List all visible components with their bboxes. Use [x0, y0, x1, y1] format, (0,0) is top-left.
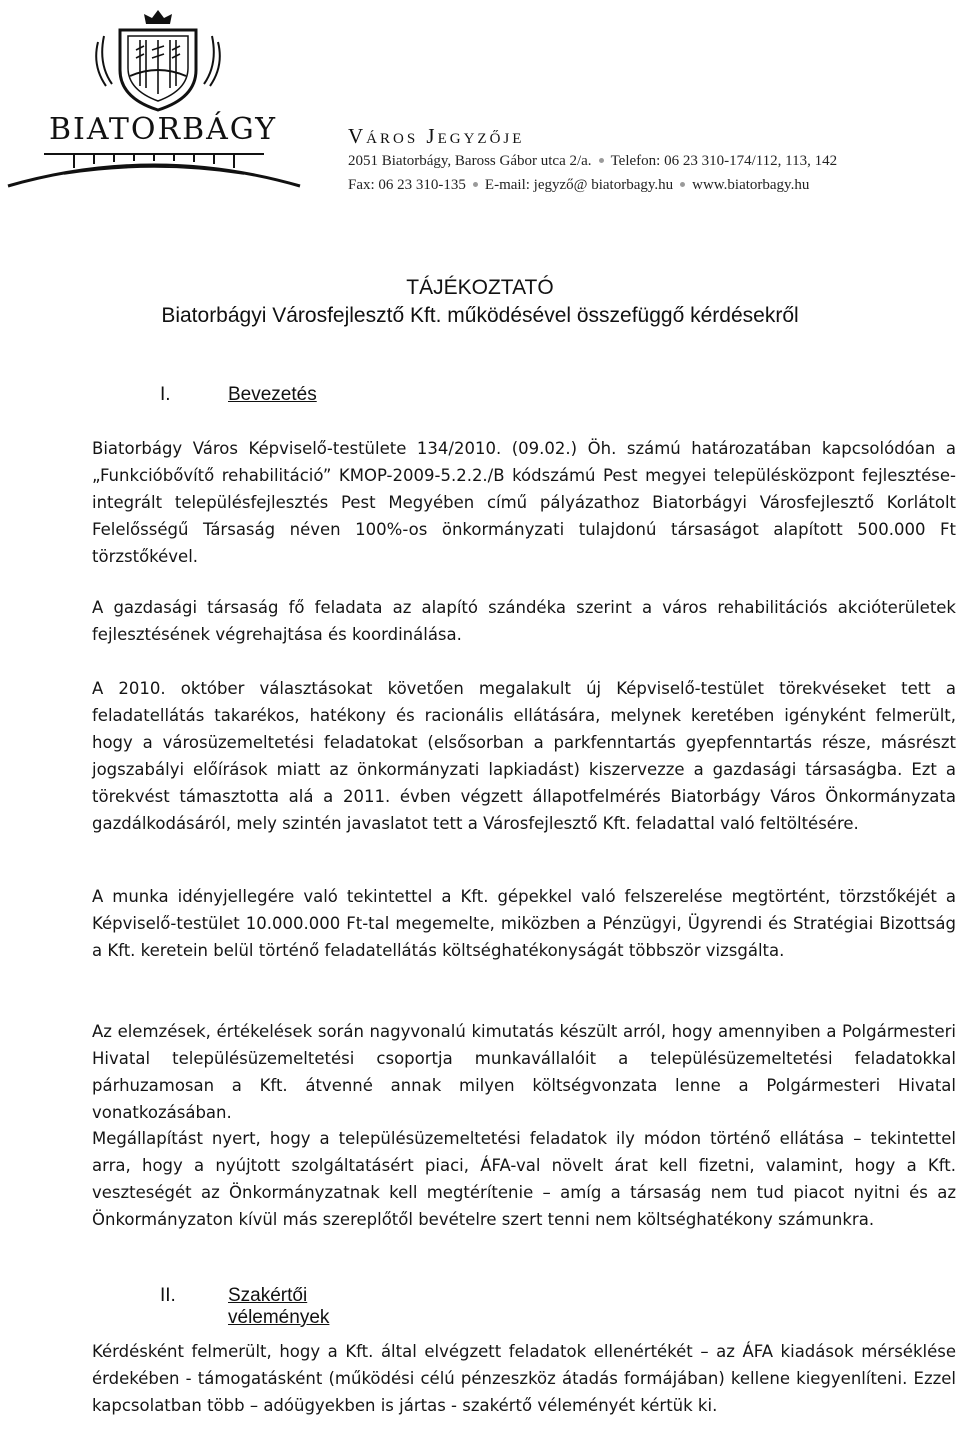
paragraph: Kérdésként felmerült, hogy a Kft. által elvégzett feladatok ellenértékét – az ÁFA kiadások mérséklése érdekében - támogatásként (működési célú pénzeszköz átadás formájában) kellene kiegyenlíteni. Ezzel kapcsolatban több – adóügyekben is jártas - szakértő véleményét kértük ki.: [92, 1342, 956, 1415]
bullet-separator-icon: [680, 182, 685, 187]
bridge-emblem-icon: [4, 150, 304, 190]
section-title: Szakértői vélemények: [228, 1285, 330, 1328]
bullet-separator-icon: [473, 182, 478, 187]
email-text: E-mail: jegyző@ biatorbagy.hu: [484, 177, 674, 193]
bullet-separator-icon: [599, 158, 604, 163]
website-text: www.biatorbagy.hu: [692, 177, 810, 193]
paragraph: A gazdasági társaság fő feladata az alapító szándéka szerint a város rehabilitációs akcióterületek fejlesztésének végrehajtása és koordinálása.: [92, 598, 956, 644]
paragraph: Megállapítást nyert, hogy a településüzemeltetési feladatok ily módon történő ellátása – tekintettel arra, hogy a nyújtott szolgáltatásért piaci, ÁFA-val növelt árat kell fizetni, valamint, hogy a Kft. veszteségét az Önkormányzatnak kell megtérítenie – amíg a társaság nem tud piacot nyitni és az Önkormányzaton kívül más szereplőtől bevételre szert tenni nem költséghatékony számunkra.: [92, 1129, 956, 1229]
contact-line-1: [348, 153, 837, 170]
address-text: 2051 Biatorbágy, Baross Gábor utca 2/a.: [348, 153, 592, 169]
paragraph: A 2010. október választásokat követően megalakult új Képviselő-testület törekvéseket tett a feladatellátás takarékos, hatékony és racionális ellátására, melynek keretében igényként felmerült, hogy a városüzemeltetési feladatokat (elsősorban a parkfenntartás gyepfenntartás része, másrészt jogszabályi előírások miatt az önkormányzati lapkiadást) kiszervezze a gazdasági társaságba. Ezt a törekvést támasztotta alá a 2011. évben végzett állapotfelmérés Biatorbágy Város Önkormányzata gazdálkodásáról, mely szintén javaslatot tett a Városfejlesztő Kft. feladattal való feltöltésére.: [92, 679, 956, 833]
document-title: TÁJÉKOZTATÓ: [406, 276, 554, 299]
contact-line-2: [348, 177, 809, 194]
paragraph: Biatorbágy Város Képviselő-testülete 134/2010. (09.02.) Öh. számú határozatában kapcsolódóan a „Funkcióbővítő rehabilitáció” KMOP-2009-5.2.2./B kódszámú Pest megyei településközpont fejlesztése- integrált településfejlesztés Pest Megyében című pályázathoz Biatorbágyi Városfejlesztő Korlátolt Felelősségű Társaság néven 100%-os önkormányzati tulajdonú társaságot alapított 500.000 Ft törzstőkével.: [92, 439, 956, 566]
section-title: Bevezetés: [228, 384, 317, 405]
document-subtitle: Biatorbágyi Városfejlesztő Kft. működésével összefüggő kérdésekről: [161, 304, 799, 327]
office-title: Város Jegyzője: [348, 124, 525, 148]
fax-text: Fax: 06 23 310-135: [348, 177, 466, 193]
paragraph: A munka idényjellegére való tekintettel a Kft. gépekkel való felszerelése megtörtént, törzstőkéjét a Képviselő-testület 10.000.000 Ft-tal megemelte, miközben a Pénzügyi, Ügyrendi és Stratégiai Bizottság a Kft. keretein belül történő feladatellátás költséghatékonyságát többször vizsgálta.: [92, 887, 956, 960]
brand-wordmark: BIATORBÁGY: [48, 112, 278, 147]
section-number: I.: [160, 384, 171, 405]
paragraph: Az elemzések, értékelések során nagyvonalú kimutatás készült arról, hogy amennyiben a Polgármesteri Hivatal településüzemeltetési csoportja munkavállalóit a településüzemeltetési feladatokkal párhuzamosan a Kft. átvenné annak milyen költségvonzata lenne a Polgármesteri Hivatal vonatkozásában.: [92, 1022, 956, 1122]
coat-of-arms-icon: [88, 6, 228, 114]
section-number: II.: [160, 1285, 176, 1306]
phone-text: Telefon: 06 23 310-174/112, 113, 142: [610, 153, 838, 169]
